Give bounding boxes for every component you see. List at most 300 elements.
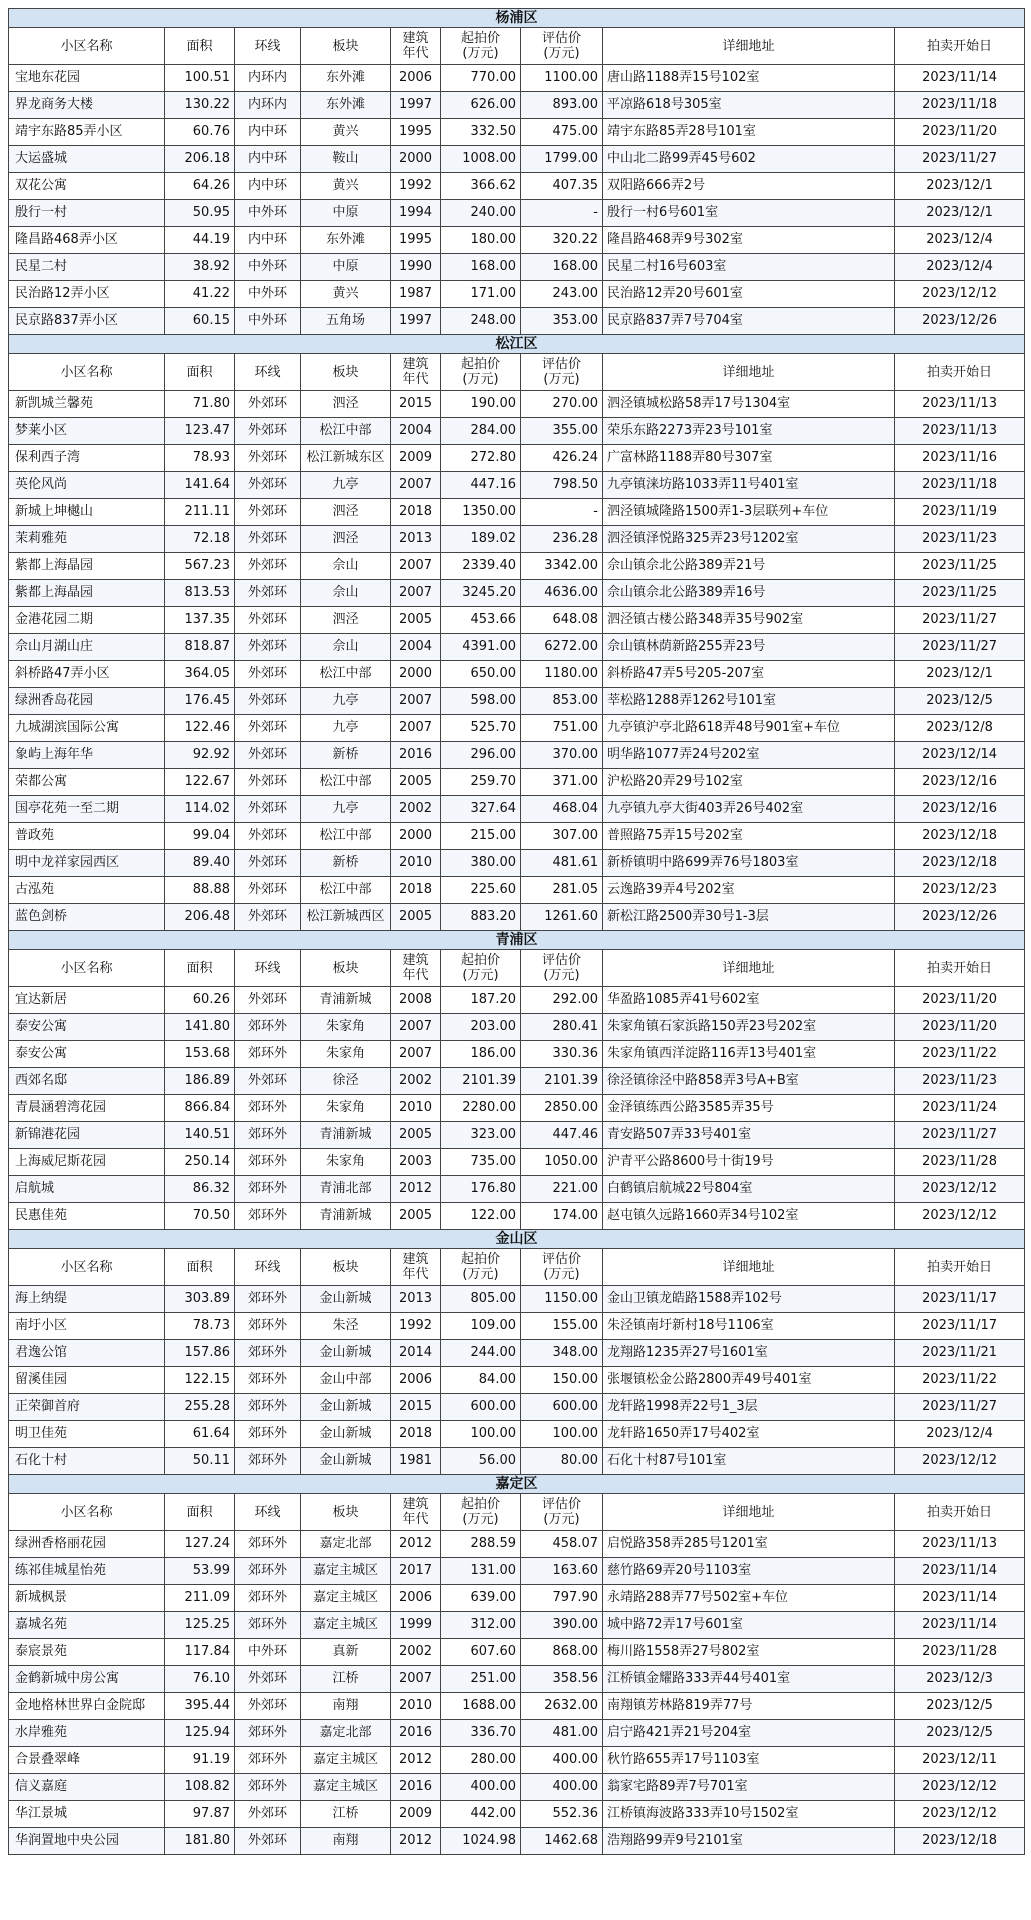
ring-road-cell: 外郊环 — [235, 1801, 301, 1828]
community-name-cell: 泰安公寓 — [9, 1014, 165, 1041]
appraisal-price-cell: 80.00 — [521, 1448, 603, 1475]
appraisal-price-cell: 270.00 — [521, 391, 603, 418]
block-cell: 九亭 — [301, 472, 391, 499]
block-cell: 黄兴 — [301, 173, 391, 200]
area-cell: 50.11 — [165, 1448, 235, 1475]
area-cell: 50.95 — [165, 200, 235, 227]
district-title-row — [9, 335, 1025, 354]
ring-road-cell: 郊环外 — [235, 1149, 301, 1176]
build-year-cell: 2002 — [391, 1068, 441, 1095]
table-row — [9, 200, 1025, 227]
table-row — [9, 1531, 1025, 1558]
area-cell: 130.22 — [165, 92, 235, 119]
header-starting-price-line2: (万元) — [462, 1267, 499, 1282]
build-year-cell: 2007 — [391, 1014, 441, 1041]
header-build-year-line2: 年代 — [402, 1267, 429, 1282]
ring-road-cell: 郊环外 — [235, 1176, 301, 1203]
community-name-cell: 绿洲香格丽花园 — [9, 1531, 165, 1558]
auction-start-date-cell: 2023/11/14 — [895, 65, 1025, 92]
appraisal-price-cell: - — [521, 499, 603, 526]
ring-road-cell: 郊环外 — [235, 1313, 301, 1340]
auction-start-date-cell: 2023/11/14 — [895, 1585, 1025, 1612]
ring-road-cell: 外郊环 — [235, 634, 301, 661]
area-cell: 153.68 — [165, 1041, 235, 1068]
appraisal-price-cell: 600.00 — [521, 1394, 603, 1421]
address-cell: 朱家角镇西洋淀路116弄13号401室 — [603, 1041, 895, 1068]
appraisal-price-cell: 893.00 — [521, 92, 603, 119]
starting-price-cell: 296.00 — [441, 742, 521, 769]
address-cell: 靖宇东路85弄28号101室 — [603, 119, 895, 146]
block-cell: 嘉定主城区 — [301, 1774, 391, 1801]
address-cell: 白鹤镇启航城22号804室 — [603, 1176, 895, 1203]
build-year-cell: 2000 — [391, 661, 441, 688]
build-year-cell: 2016 — [391, 742, 441, 769]
header-starting-price — [441, 1249, 521, 1286]
starting-price-cell: 525.70 — [441, 715, 521, 742]
header-address: 详细地址 — [603, 1249, 895, 1286]
area-cell: 76.10 — [165, 1666, 235, 1693]
header-starting-price — [441, 1494, 521, 1531]
appraisal-price-cell: 174.00 — [521, 1203, 603, 1230]
starting-price-cell: 189.02 — [441, 526, 521, 553]
appraisal-price-cell: 2850.00 — [521, 1095, 603, 1122]
community-name-cell: 蓝色剑桥 — [9, 904, 165, 931]
area-cell: 255.28 — [165, 1394, 235, 1421]
community-name-cell: 新城枫景 — [9, 1585, 165, 1612]
table-row — [9, 1068, 1025, 1095]
address-cell: 民星二村16号603室 — [603, 254, 895, 281]
area-cell: 100.51 — [165, 65, 235, 92]
build-year-cell: 2004 — [391, 634, 441, 661]
starting-price-cell: 186.00 — [441, 1041, 521, 1068]
starting-price-cell: 1008.00 — [441, 146, 521, 173]
build-year-cell: 1999 — [391, 1612, 441, 1639]
address-cell: 龙轩路1998弄22号1_3层 — [603, 1394, 895, 1421]
area-cell: 70.50 — [165, 1203, 235, 1230]
appraisal-price-cell: 243.00 — [521, 281, 603, 308]
build-year-cell: 1997 — [391, 308, 441, 335]
appraisal-price-cell: 353.00 — [521, 308, 603, 335]
auction-start-date-cell: 2023/11/27 — [895, 1122, 1025, 1149]
build-year-cell: 2003 — [391, 1149, 441, 1176]
header-block: 板块 — [301, 950, 391, 987]
starting-price-cell: 336.70 — [441, 1720, 521, 1747]
auction-start-date-cell: 2023/12/16 — [895, 796, 1025, 823]
build-year-cell: 2007 — [391, 1041, 441, 1068]
auction-start-date-cell: 2023/11/20 — [895, 119, 1025, 146]
address-cell: 普照路75弄15号202室 — [603, 823, 895, 850]
header-appraisal-price-line1: 评估价 — [541, 1497, 581, 1512]
header-starting-price-line1: 起拍价 — [460, 1497, 500, 1512]
ring-road-cell: 外郊环 — [235, 499, 301, 526]
ring-road-cell: 郊环外 — [235, 1720, 301, 1747]
appraisal-price-cell: 407.35 — [521, 173, 603, 200]
address-cell: 沪松路20弄29号102室 — [603, 769, 895, 796]
table-row — [9, 1340, 1025, 1367]
build-year-cell: 2015 — [391, 391, 441, 418]
table-row — [9, 445, 1025, 472]
area-cell: 71.80 — [165, 391, 235, 418]
ring-road-cell: 外郊环 — [235, 1693, 301, 1720]
build-year-cell: 1995 — [391, 227, 441, 254]
address-cell: 江桥镇金耀路333弄44号401室 — [603, 1666, 895, 1693]
address-cell: 赵屯镇久远路1660弄34号102室 — [603, 1203, 895, 1230]
block-cell: 金山中部 — [301, 1367, 391, 1394]
community-name-cell: 英伦风尚 — [9, 472, 165, 499]
community-name-cell: 紫都上海晶园 — [9, 553, 165, 580]
starting-price-cell: 312.00 — [441, 1612, 521, 1639]
table-row — [9, 1612, 1025, 1639]
block-cell: 真新 — [301, 1639, 391, 1666]
build-year-cell: 2012 — [391, 1747, 441, 1774]
auction-start-date-cell: 2023/12/12 — [895, 1774, 1025, 1801]
community-name-cell: 正荣御首府 — [9, 1394, 165, 1421]
ring-road-cell: 中外环 — [235, 254, 301, 281]
ring-road-cell: 郊环外 — [235, 1774, 301, 1801]
starting-price-cell: 244.00 — [441, 1340, 521, 1367]
auction-start-date-cell: 2023/11/16 — [895, 445, 1025, 472]
address-cell: 云逸路39弄4号202室 — [603, 877, 895, 904]
appraisal-price-cell: 400.00 — [521, 1774, 603, 1801]
block-cell: 东外滩 — [301, 65, 391, 92]
block-cell: 江桥 — [301, 1666, 391, 1693]
starting-price-cell: 805.00 — [441, 1286, 521, 1313]
area-cell: 99.04 — [165, 823, 235, 850]
area-cell: 108.82 — [165, 1774, 235, 1801]
auction-start-date-cell: 2023/12/12 — [895, 1176, 1025, 1203]
block-cell: 松江中部 — [301, 877, 391, 904]
community-name-cell: 新锦港花园 — [9, 1122, 165, 1149]
appraisal-price-cell: 163.60 — [521, 1558, 603, 1585]
table-row — [9, 1720, 1025, 1747]
auction-start-date-cell: 2023/12/18 — [895, 1828, 1025, 1855]
district-title: 嘉定区 — [9, 1475, 1025, 1494]
table-row — [9, 499, 1025, 526]
area-cell: 60.76 — [165, 119, 235, 146]
table-row — [9, 607, 1025, 634]
auction-start-date-cell: 2023/12/5 — [895, 688, 1025, 715]
header-starting-price-line2: (万元) — [462, 1512, 499, 1527]
appraisal-price-cell: 1799.00 — [521, 146, 603, 173]
block-cell: 松江中部 — [301, 418, 391, 445]
column-header-row — [9, 1494, 1025, 1531]
block-cell: 泗泾 — [301, 526, 391, 553]
area-cell: 176.45 — [165, 688, 235, 715]
auction-start-date-cell: 2023/12/26 — [895, 308, 1025, 335]
header-block: 板块 — [301, 1249, 391, 1286]
ring-road-cell: 外郊环 — [235, 850, 301, 877]
header-address: 详细地址 — [603, 950, 895, 987]
header-appraisal-price-line1: 评估价 — [541, 1252, 581, 1267]
table-row — [9, 1828, 1025, 1855]
ring-road-cell: 中外环 — [235, 1639, 301, 1666]
block-cell: 佘山 — [301, 580, 391, 607]
address-cell: 新桥镇明中路699弄76号1803室 — [603, 850, 895, 877]
starting-price-cell: 190.00 — [441, 391, 521, 418]
area-cell: 117.84 — [165, 1639, 235, 1666]
build-year-cell: 2007 — [391, 1666, 441, 1693]
build-year-cell: 2016 — [391, 1720, 441, 1747]
area-cell: 813.53 — [165, 580, 235, 607]
community-name-cell: 保利西子湾 — [9, 445, 165, 472]
header-community-name: 小区名称 — [9, 28, 165, 65]
block-cell: 松江中部 — [301, 823, 391, 850]
starting-price-cell: 176.80 — [441, 1176, 521, 1203]
build-year-cell: 1981 — [391, 1448, 441, 1475]
appraisal-price-cell: 1100.00 — [521, 65, 603, 92]
starting-price-cell: 453.66 — [441, 607, 521, 634]
address-cell: 九亭镇沪亭北路618弄48号901室+车位 — [603, 715, 895, 742]
area-cell: 211.09 — [165, 1585, 235, 1612]
address-cell: 九亭镇九亭大街403弄26号402室 — [603, 796, 895, 823]
district-title: 松江区 — [9, 335, 1025, 354]
table-row — [9, 634, 1025, 661]
build-year-cell: 1997 — [391, 92, 441, 119]
ring-road-cell: 外郊环 — [235, 1666, 301, 1693]
ring-road-cell: 郊环外 — [235, 1448, 301, 1475]
auction-listing-sheet — [8, 8, 1024, 1855]
area-cell: 206.48 — [165, 904, 235, 931]
area-cell: 818.87 — [165, 634, 235, 661]
appraisal-price-cell: 798.50 — [521, 472, 603, 499]
table-row — [9, 1367, 1025, 1394]
area-cell: 141.80 — [165, 1014, 235, 1041]
header-starting-price-line2: (万元) — [462, 372, 499, 387]
appraisal-price-cell: 458.07 — [521, 1531, 603, 1558]
table-row — [9, 796, 1025, 823]
block-cell: 金山新城 — [301, 1286, 391, 1313]
address-cell: 龙轩路1650弄17号402室 — [603, 1421, 895, 1448]
auction-start-date-cell: 2023/11/27 — [895, 146, 1025, 173]
address-cell: 徐泾镇徐泾中路858弄3号A+B室 — [603, 1068, 895, 1095]
table-row — [9, 1666, 1025, 1693]
community-name-cell: 大运盛城 — [9, 146, 165, 173]
table-row — [9, 1095, 1025, 1122]
ring-road-cell: 外郊环 — [235, 1828, 301, 1855]
community-name-cell: 明中龙祥家园西区 — [9, 850, 165, 877]
starting-price-cell: 400.00 — [441, 1774, 521, 1801]
ring-road-cell: 外郊环 — [235, 553, 301, 580]
build-year-cell: 2012 — [391, 1828, 441, 1855]
header-ring-road: 环线 — [235, 950, 301, 987]
ring-road-cell: 外郊环 — [235, 987, 301, 1014]
community-name-cell: 泰宸景苑 — [9, 1639, 165, 1666]
address-cell: 平凉路618号305室 — [603, 92, 895, 119]
appraisal-price-cell: 168.00 — [521, 254, 603, 281]
community-name-cell: 上海威尼斯花园 — [9, 1149, 165, 1176]
header-appraisal-price-line1: 评估价 — [541, 357, 581, 372]
area-cell: 72.18 — [165, 526, 235, 553]
starting-price-cell: 84.00 — [441, 1367, 521, 1394]
address-cell: 九亭镇涞坊路1033弄11号401室 — [603, 472, 895, 499]
block-cell: 松江新城西区 — [301, 904, 391, 931]
ring-road-cell: 郊环外 — [235, 1747, 301, 1774]
area-cell: 186.89 — [165, 1068, 235, 1095]
community-name-cell: 海上纳缇 — [9, 1286, 165, 1313]
auction-start-date-cell: 2023/11/13 — [895, 1531, 1025, 1558]
header-build-year-line1: 建筑 — [402, 953, 429, 968]
address-cell: 慈竹路69弄20号1103室 — [603, 1558, 895, 1585]
starting-price-cell: 598.00 — [441, 688, 521, 715]
header-auction-start-date: 拍卖开始日 — [895, 950, 1025, 987]
build-year-cell: 2005 — [391, 1203, 441, 1230]
ring-road-cell: 郊环外 — [235, 1095, 301, 1122]
header-starting-price — [441, 28, 521, 65]
ring-road-cell: 中外环 — [235, 308, 301, 335]
starting-price-cell: 180.00 — [441, 227, 521, 254]
starting-price-cell: 171.00 — [441, 281, 521, 308]
column-header-row — [9, 354, 1025, 391]
appraisal-price-cell: 280.41 — [521, 1014, 603, 1041]
area-cell: 122.67 — [165, 769, 235, 796]
appraisal-price-cell: 370.00 — [521, 742, 603, 769]
appraisal-price-cell: 447.46 — [521, 1122, 603, 1149]
ring-road-cell: 郊环外 — [235, 1367, 301, 1394]
address-cell: 莘松路1288弄1262号101室 — [603, 688, 895, 715]
community-name-cell: 新凯城兰馨苑 — [9, 391, 165, 418]
build-year-cell: 2012 — [391, 1176, 441, 1203]
appraisal-price-cell: 355.00 — [521, 418, 603, 445]
community-name-cell: 梦莱小区 — [9, 418, 165, 445]
auction-start-date-cell: 2023/12/1 — [895, 173, 1025, 200]
address-cell: 华盈路1085弄41号602室 — [603, 987, 895, 1014]
auction-start-date-cell: 2023/11/21 — [895, 1340, 1025, 1367]
header-appraisal-price-line2: (万元) — [543, 1512, 580, 1527]
starting-price-cell: 447.16 — [441, 472, 521, 499]
build-year-cell: 1992 — [391, 1313, 441, 1340]
header-address: 详细地址 — [603, 354, 895, 391]
area-cell: 123.47 — [165, 418, 235, 445]
auction-start-date-cell: 2023/12/5 — [895, 1720, 1025, 1747]
build-year-cell: 2013 — [391, 526, 441, 553]
area-cell: 866.84 — [165, 1095, 235, 1122]
address-cell: 佘山镇佘北公路389弄16号 — [603, 580, 895, 607]
auction-start-date-cell: 2023/11/22 — [895, 1367, 1025, 1394]
build-year-cell: 2004 — [391, 418, 441, 445]
build-year-cell: 2010 — [391, 850, 441, 877]
starting-price-cell: 215.00 — [441, 823, 521, 850]
block-cell: 黄兴 — [301, 281, 391, 308]
ring-road-cell: 外郊环 — [235, 1068, 301, 1095]
auction-start-date-cell: 2023/11/17 — [895, 1313, 1025, 1340]
table-row — [9, 1747, 1025, 1774]
ring-road-cell: 外郊环 — [235, 823, 301, 850]
address-cell: 启宁路421弄21号204室 — [603, 1720, 895, 1747]
build-year-cell: 1994 — [391, 200, 441, 227]
appraisal-price-cell: 155.00 — [521, 1313, 603, 1340]
auction-start-date-cell: 2023/11/18 — [895, 92, 1025, 119]
build-year-cell: 2007 — [391, 715, 441, 742]
area-cell: 181.80 — [165, 1828, 235, 1855]
area-cell: 97.87 — [165, 1801, 235, 1828]
address-cell: 江桥镇海波路333弄10号1502室 — [603, 1801, 895, 1828]
district-title-row — [9, 1475, 1025, 1494]
build-year-cell: 2006 — [391, 1585, 441, 1612]
community-name-cell: 象屿上海年华 — [9, 742, 165, 769]
appraisal-price-cell: 320.22 — [521, 227, 603, 254]
header-appraisal-price-line2: (万元) — [543, 372, 580, 387]
header-starting-price-line1: 起拍价 — [460, 953, 500, 968]
starting-price-cell: 272.80 — [441, 445, 521, 472]
build-year-cell: 2016 — [391, 1774, 441, 1801]
block-cell: 黄兴 — [301, 119, 391, 146]
block-cell: 九亭 — [301, 688, 391, 715]
table-row — [9, 1313, 1025, 1340]
build-year-cell: 1992 — [391, 173, 441, 200]
area-cell: 141.64 — [165, 472, 235, 499]
header-build-year — [391, 950, 441, 987]
area-cell: 88.88 — [165, 877, 235, 904]
address-cell: 广富林路1188弄80号307室 — [603, 445, 895, 472]
build-year-cell: 2009 — [391, 445, 441, 472]
ring-road-cell: 外郊环 — [235, 418, 301, 445]
area-cell: 303.89 — [165, 1286, 235, 1313]
address-cell: 青安路507弄33号401室 — [603, 1122, 895, 1149]
appraisal-price-cell: 1180.00 — [521, 661, 603, 688]
header-block: 板块 — [301, 28, 391, 65]
area-cell: 140.51 — [165, 1122, 235, 1149]
area-cell: 567.23 — [165, 553, 235, 580]
area-cell: 125.25 — [165, 1612, 235, 1639]
build-year-cell: 2002 — [391, 1639, 441, 1666]
area-cell: 122.46 — [165, 715, 235, 742]
auction-start-date-cell: 2023/11/25 — [895, 553, 1025, 580]
community-name-cell: 荣都公寓 — [9, 769, 165, 796]
starting-price-cell: 122.00 — [441, 1203, 521, 1230]
header-build-year-line2: 年代 — [402, 968, 429, 983]
table-row — [9, 987, 1025, 1014]
community-name-cell: 民惠佳苑 — [9, 1203, 165, 1230]
starting-price-cell: 883.20 — [441, 904, 521, 931]
address-cell: 唐山路1188弄15号102室 — [603, 65, 895, 92]
block-cell: 嘉定主城区 — [301, 1747, 391, 1774]
header-starting-price-line1: 起拍价 — [460, 357, 500, 372]
table-row — [9, 1448, 1025, 1475]
table-row — [9, 1693, 1025, 1720]
block-cell: 泗泾 — [301, 391, 391, 418]
table-row — [9, 1286, 1025, 1313]
starting-price-cell: 1688.00 — [441, 1693, 521, 1720]
starting-price-cell: 327.64 — [441, 796, 521, 823]
ring-road-cell: 郊环外 — [235, 1203, 301, 1230]
appraisal-price-cell: 648.08 — [521, 607, 603, 634]
area-cell: 38.92 — [165, 254, 235, 281]
header-area: 面积 — [165, 950, 235, 987]
community-name-cell: 华江景城 — [9, 1801, 165, 1828]
header-community-name: 小区名称 — [9, 354, 165, 391]
block-cell: 金山新城 — [301, 1448, 391, 1475]
table-row — [9, 553, 1025, 580]
appraisal-price-cell: 481.00 — [521, 1720, 603, 1747]
community-name-cell: 紫都上海晶园 — [9, 580, 165, 607]
header-auction-start-date: 拍卖开始日 — [895, 28, 1025, 65]
community-name-cell: 信义嘉庭 — [9, 1774, 165, 1801]
block-cell: 松江中部 — [301, 661, 391, 688]
header-appraisal-price-line1: 评估价 — [541, 31, 581, 46]
area-cell: 60.15 — [165, 308, 235, 335]
build-year-cell: 2007 — [391, 580, 441, 607]
community-name-cell: 普政苑 — [9, 823, 165, 850]
address-cell: 龙翔路1235弄27号1601室 — [603, 1340, 895, 1367]
build-year-cell: 2006 — [391, 65, 441, 92]
address-cell: 朱泾镇南圩新村18号1106室 — [603, 1313, 895, 1340]
starting-price-cell: 280.00 — [441, 1747, 521, 1774]
build-year-cell: 2018 — [391, 877, 441, 904]
auction-start-date-cell: 2023/11/28 — [895, 1639, 1025, 1666]
block-cell: 东外滩 — [301, 92, 391, 119]
address-cell: 浩翔路99弄9号2101室 — [603, 1828, 895, 1855]
appraisal-price-cell: 868.00 — [521, 1639, 603, 1666]
